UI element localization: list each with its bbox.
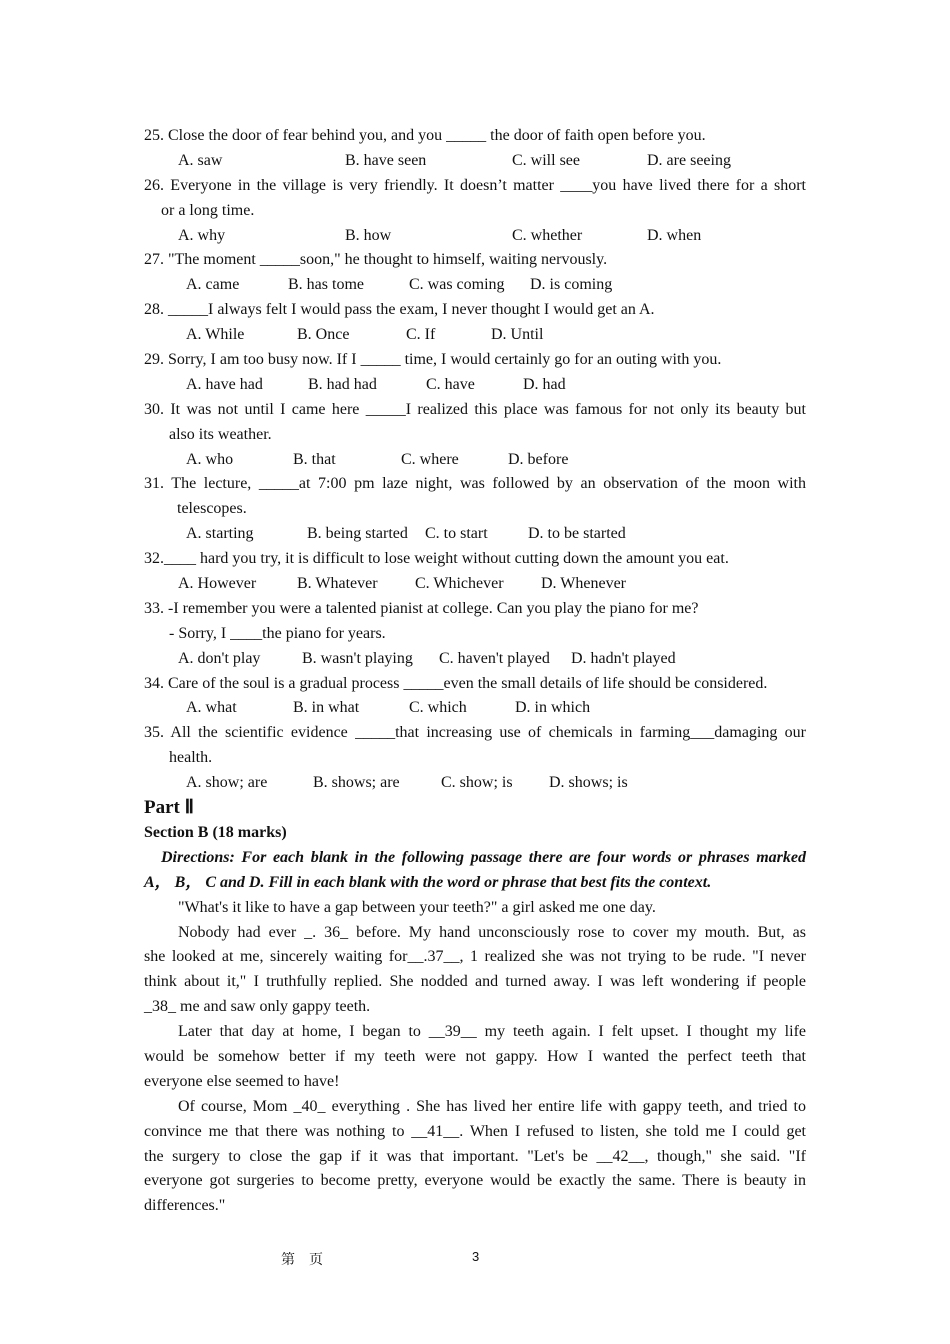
- q33-option-d: D. hadn't played: [571, 649, 676, 667]
- q28-option-c: C. If: [406, 326, 436, 344]
- q31-option-b: B. being started: [307, 525, 408, 543]
- part-heading: Part Ⅱ: [144, 797, 194, 819]
- passage-paragraph-2-line4: _38_ me and saw only gappy teeth.: [144, 998, 371, 1016]
- passage-paragraph-1: "What's it like to have a gap between your teeth?" a girl asked me one day.: [178, 898, 656, 916]
- q32-option-b: B. Whatever: [297, 575, 378, 593]
- question-28-stem: 28. _____I always felt I would pass the exam, I never thought I would get an A.: [144, 301, 655, 319]
- q25-option-c: C. will see: [512, 151, 580, 169]
- q34-option-c: C. which: [409, 699, 467, 717]
- q30-option-d: D. before: [508, 450, 569, 468]
- q28-option-a: A. While: [186, 326, 245, 344]
- question-31-options: [144, 522, 806, 547]
- passage-paragraph-2-line3: think about it," I truthfully replied. She nodded and turned away. I was left wondering if people: [144, 973, 806, 991]
- question-34-options: [144, 696, 806, 721]
- q29-option-b: B. had had: [308, 375, 377, 393]
- q29-option-a: A. have had: [186, 375, 263, 393]
- footer-page-label: 第 页: [281, 1253, 323, 1268]
- q27-option-a: A. came: [186, 276, 240, 294]
- directions-line1: Directions: For each blank in the following passage there are four words or phrases marked: [161, 848, 806, 866]
- passage-paragraph-3-line3: everyone else seemed to have!: [144, 1072, 340, 1090]
- q35-option-d: D. shows; is: [549, 774, 628, 792]
- q34-option-a: A. what: [186, 699, 237, 717]
- page-footer: [0, 1249, 950, 1269]
- q34-option-d: D. in which: [515, 699, 591, 717]
- q30-option-b: B. that: [293, 450, 336, 468]
- question-32-options: [144, 572, 806, 597]
- question-35-stem-line1: 35. All the scientific evidence _____that increasing use of chemicals in farming___damaging our: [144, 724, 806, 742]
- question-33-stem-line1: 33. -I remember you were a talented pianist at college. Can you play the piano for me?: [144, 599, 699, 617]
- question-25-stem: 25. Close the door of fear behind you, and you _____ the door of faith open before you.: [144, 127, 706, 144]
- question-30-stem-line2: also its weather.: [169, 425, 272, 443]
- question-35-options: [144, 771, 806, 796]
- passage-paragraph-2-line1: Nobody had ever _. 36_ before. My hand unconsciously rose to cover my mouth. But, as: [178, 923, 806, 941]
- question-30-options: [144, 448, 806, 473]
- passage-paragraph-2-line2: she looked at me, sincerely waiting for__.37__, 1 realized she was not trying to be rude. "I never: [144, 948, 806, 966]
- passage-paragraph-4-line2: convince me that there was nothing to __41__. When I refused to listen, she told me I could get: [144, 1122, 806, 1140]
- passage-paragraph-4-line3: the surgery to close the gap if it was that important. "Let's be __42__, though," she said. "If: [144, 1147, 806, 1165]
- q31-option-c: C. to start: [425, 525, 488, 543]
- q33-option-a: A. don't play: [178, 649, 261, 667]
- q29-option-c: C. have: [426, 375, 475, 393]
- passage-paragraph-3-line2: would be somehow better if my teeth were not gappy. How I wanted the perfect teeth that: [144, 1047, 806, 1065]
- question-26-stem-line1: 26. Everyone in the village is very friendly. It doesn’t matter ____you have lived there for a short: [144, 176, 806, 194]
- q26-option-d: D. when: [647, 226, 702, 244]
- q32-option-c: C. Whichever: [415, 575, 504, 593]
- q25-option-b: B. have seen: [345, 151, 427, 169]
- q32-option-d: D. Whenever: [541, 575, 626, 593]
- q25-option-d: D. are seeing: [647, 151, 731, 169]
- q35-option-b: B. shows; are: [313, 774, 400, 792]
- question-27-stem: 27. "The moment _____soon," he thought to himself, waiting nervously.: [144, 251, 608, 269]
- q26-option-c: C. whether: [512, 226, 583, 244]
- q26-option-a: A. why: [178, 226, 226, 244]
- q32-option-a: A. However: [178, 575, 257, 593]
- passage-paragraph-4-line4: everyone got surgeries to become pretty, everyone would be exactly the same. There is beauty in: [144, 1172, 806, 1190]
- passage-paragraph-4-line5: differences.": [144, 1197, 226, 1215]
- question-33-options: [144, 647, 806, 672]
- q29-option-d: D. had: [523, 375, 566, 393]
- question-29-options: [144, 373, 806, 398]
- q35-option-a: A. show; are: [186, 774, 268, 792]
- question-34-stem: 34. Care of the soul is a gradual process _____even the small details of life should be considered.: [144, 674, 768, 692]
- q33-option-c: C. haven't played: [439, 649, 550, 667]
- q26-option-b: B. how: [345, 226, 392, 244]
- question-27-options: [144, 273, 806, 298]
- q27-option-c: C. was coming: [409, 276, 505, 294]
- q31-option-a: A. starting: [186, 525, 254, 543]
- question-26-stem-line2: or a long time.: [161, 201, 255, 219]
- section-heading: Section B (18 marks): [144, 823, 287, 841]
- passage-paragraph-3-line1: Later that day at home, I began to __39__ my teeth again. I felt upset. I thought my life: [178, 1023, 806, 1041]
- q30-option-a: A. who: [186, 450, 234, 468]
- question-35-stem-line2: health.: [169, 749, 213, 767]
- question-32-stem: 32.____ hard you try, it is difficult to lose weight without cutting down the amount you eat.: [144, 550, 729, 568]
- passage-paragraph-4-line1: Of course, Mom _40_ everything . She has lived her entire life with gappy teeth, and tried to: [178, 1097, 806, 1115]
- footer-page-number: 3: [472, 1249, 480, 1264]
- q27-option-d: D. is coming: [530, 276, 613, 294]
- question-31-stem-line1: 31. The lecture, _____at 7:00 pm laze night, was followed by an observation of the moon with: [144, 475, 806, 493]
- question-25-options: [144, 149, 806, 174]
- exam-page: [144, 124, 806, 1219]
- question-28-options: [144, 323, 806, 348]
- q35-option-c: C. show; is: [441, 774, 513, 792]
- question-30-stem-line1: 30. It was not until I came here _____I realized this place was famous for not only its beauty but: [144, 400, 806, 418]
- q33-option-b: B. wasn't playing: [302, 649, 413, 667]
- directions-line2: A， B， C and D. Fill in each blank with the word or phrase that best fits the context.: [144, 873, 712, 891]
- q34-option-b: B. in what: [293, 699, 360, 717]
- q27-option-b: B. has tome: [288, 276, 364, 294]
- question-33-stem-line2: - Sorry, I ____the piano for years.: [169, 624, 386, 642]
- q30-option-c: C. where: [401, 450, 459, 468]
- q31-option-d: D. to be started: [528, 525, 626, 543]
- q28-option-b: B. Once: [297, 326, 350, 344]
- question-31-stem-line2: telescopes.: [177, 500, 247, 518]
- question-29-stem: 29. Sorry, I am too busy now. If I _____ time, I would certainly go for an outing with you.: [144, 351, 722, 369]
- question-26-options: [144, 224, 806, 249]
- q25-option-a: A. saw: [178, 151, 223, 169]
- q28-option-d: D. Until: [491, 326, 544, 344]
